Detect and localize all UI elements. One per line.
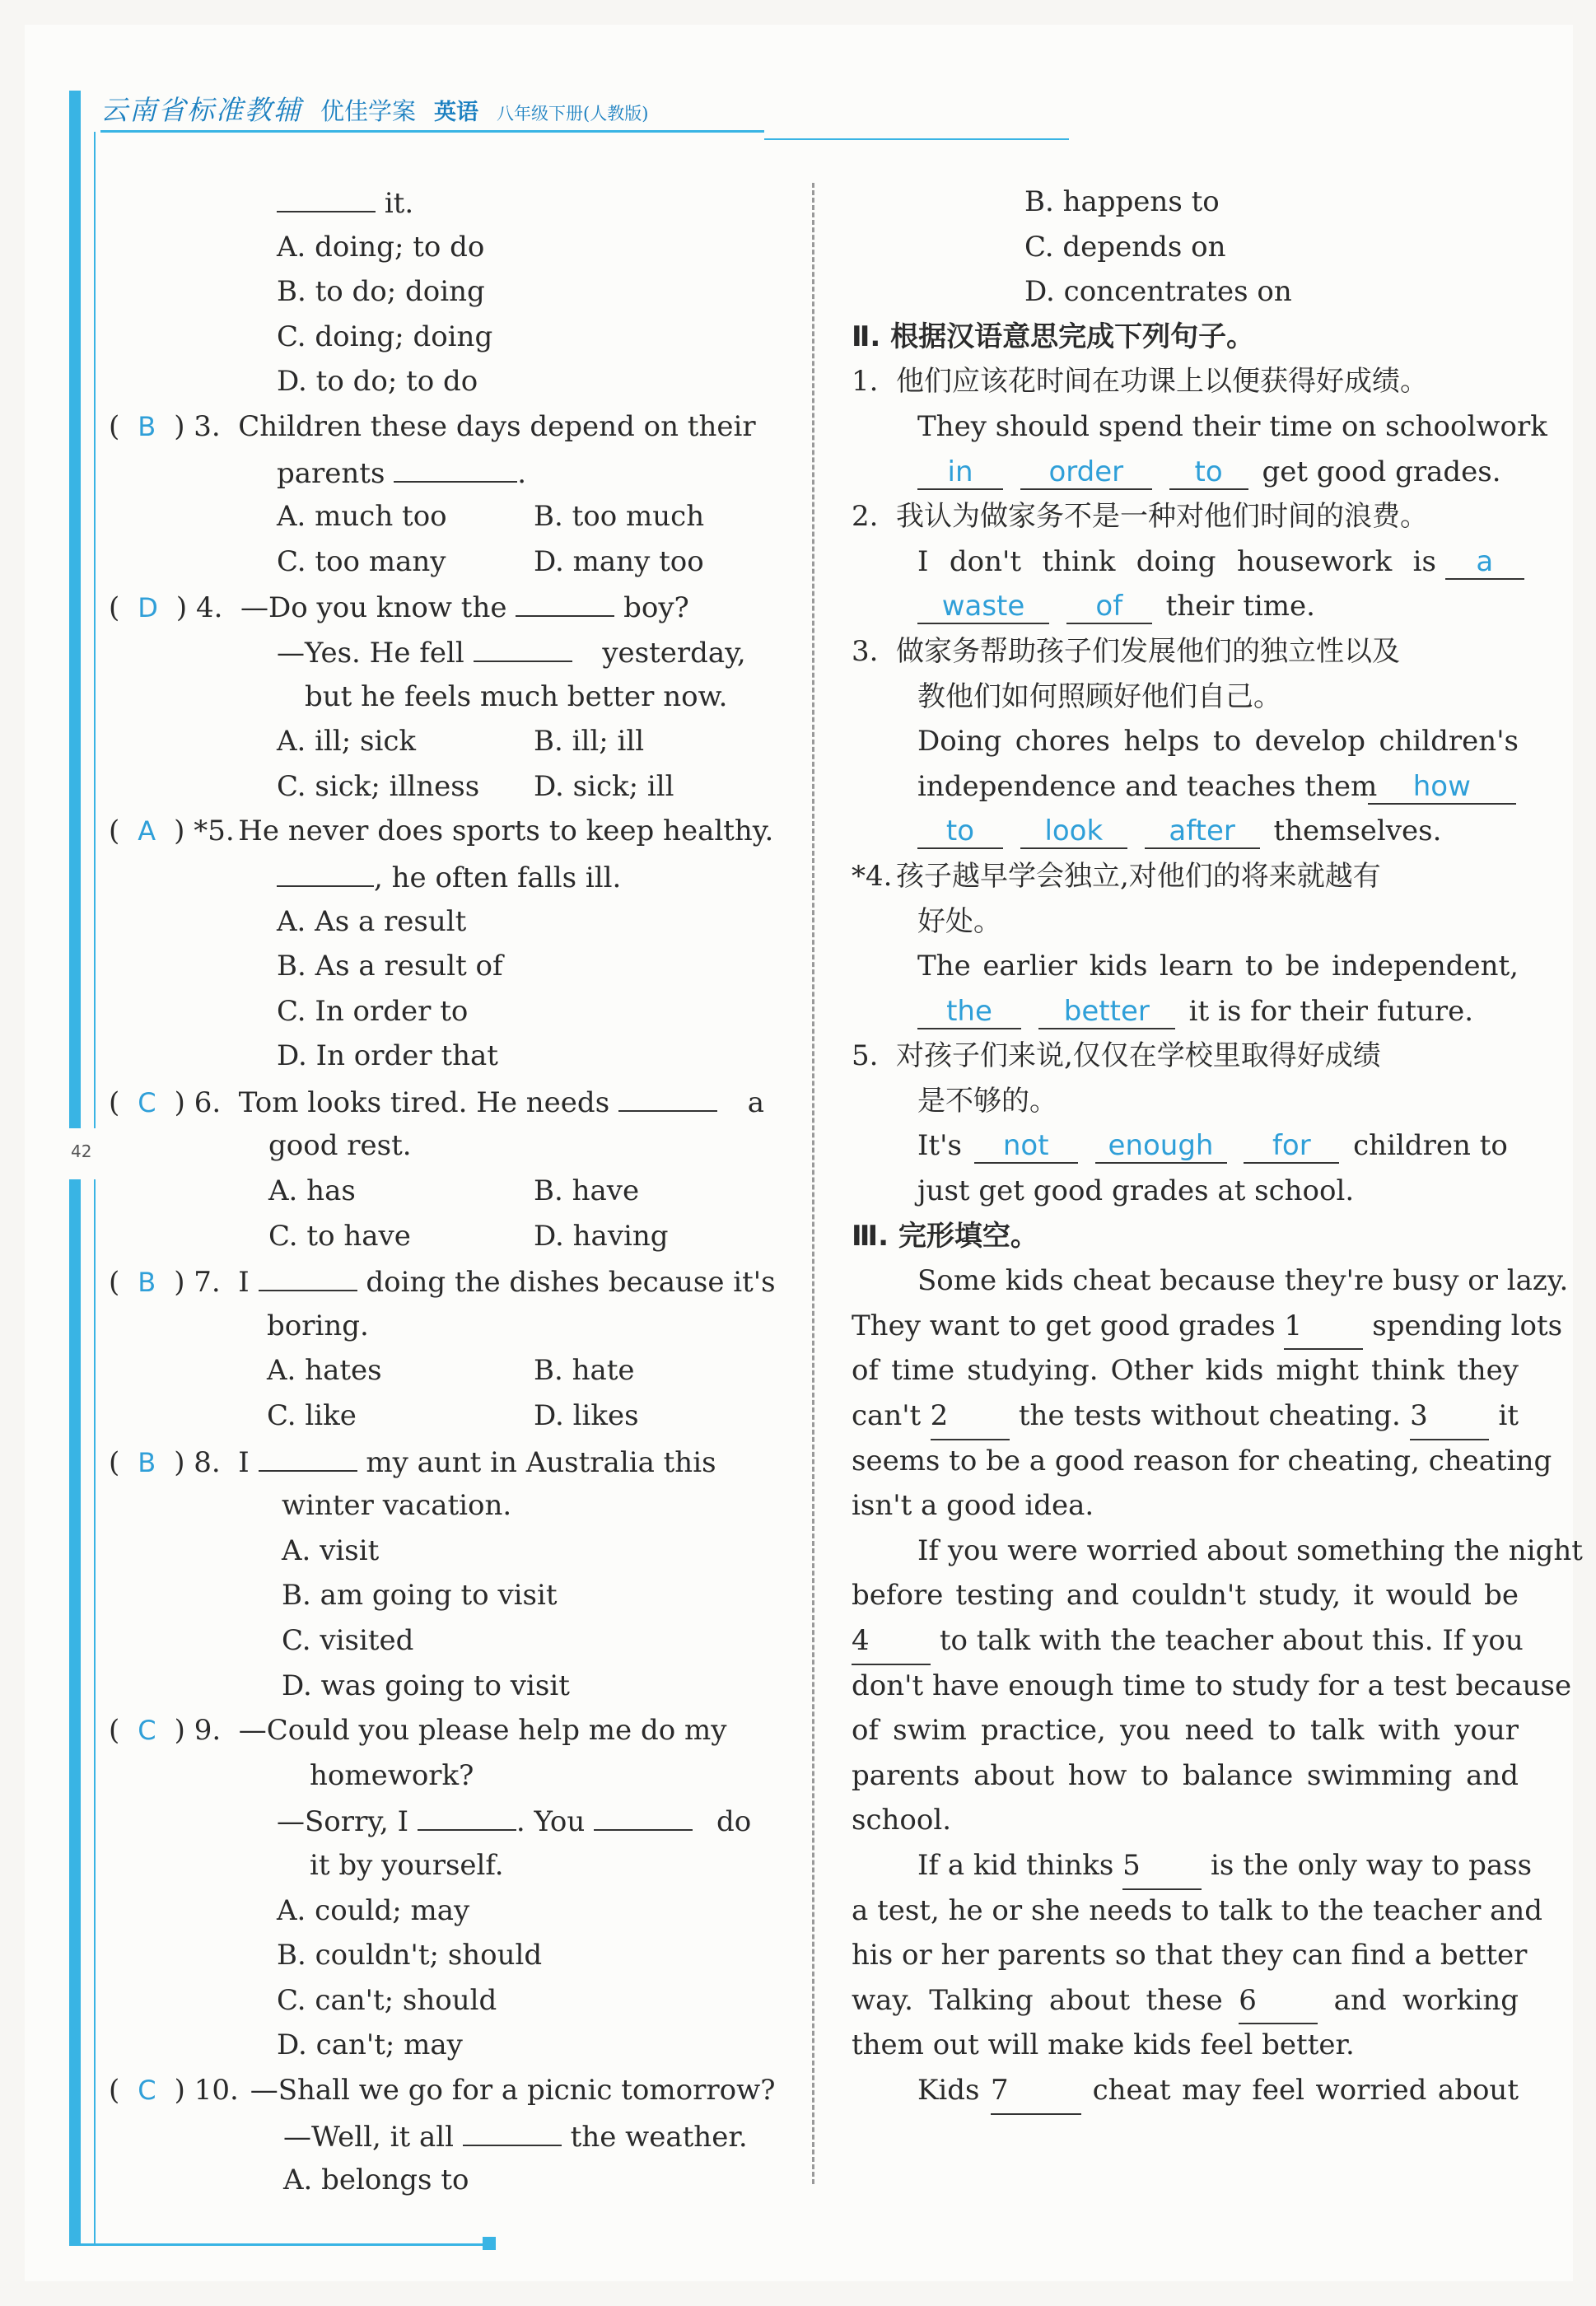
q10-option-a: A. belongs to: [283, 2164, 469, 2197]
passage-line: seems to be a good reason for cheating, cheating: [852, 1444, 1552, 1477]
q3-options-cd: C. too many D. many too: [277, 544, 704, 578]
brand-title: 云南省标准教辅: [100, 94, 302, 126]
q2-option-a: A. doing; to do: [277, 230, 485, 264]
q6-options-ab: A. has B. have: [268, 1174, 640, 1208]
q9-answer: C: [138, 1715, 156, 1747]
q9-option-c: C. can't; should: [277, 1983, 497, 2017]
series-title: 优佳学案: [320, 97, 417, 125]
q5-option-b: B. As a result of: [277, 950, 503, 983]
q9-stem: ( C ) 9. —Could you please help me do my: [109, 1714, 727, 1748]
passage-line: Some kids cheat because they're busy or lazy.: [917, 1264, 1569, 1298]
top-left-corner-bar: [69, 91, 81, 132]
passage-line: If you were worried about something the night: [917, 1533, 1583, 1567]
s2-english-cont: waste of their time.: [852, 584, 1519, 629]
passage-line: isn't a good idea.: [852, 1489, 1094, 1523]
q4-stem-cont: —Yes. He fell yesterday,: [109, 629, 777, 675]
page-number: 42: [71, 1141, 92, 1161]
q10-answer: C: [138, 2074, 156, 2106]
q6-options-cd: C. to have D. having: [268, 1219, 669, 1253]
passage-line: can't 2 the tests without cheating. 3 it: [852, 1393, 1519, 1439]
passage-line: a test, he or she needs to talk to the teacher and: [852, 1893, 1543, 1927]
s2-chinese: 2. 我认为做家务不是一种对他们时间的浪费。: [852, 500, 1428, 534]
q4-answer: D: [138, 592, 158, 624]
header-underline-extension: [764, 138, 1069, 140]
s1-english: They should spend their time on schoolwork: [917, 409, 1547, 443]
s2-english: I don't think doing housework is a: [852, 539, 1519, 585]
q4-stem: ( D ) 4. —Do you know the boy?: [109, 584, 777, 629]
q5-stem-cont: , he often falls ill.: [109, 854, 777, 899]
q9-option-d: D. can't; may: [277, 2028, 463, 2062]
left-margin-line-top: [94, 132, 96, 1128]
q10-stem-cont: —Well, it all the weather.: [109, 2113, 777, 2159]
s1-english-cont: in order to get good grades.: [852, 450, 1519, 495]
s5-english-cont: just get good grades at school.: [917, 1174, 1355, 1208]
q5-option-d: D. In order that: [277, 1039, 498, 1073]
q2-option-b: B. to do; doing: [277, 275, 485, 309]
q3-stem-cont: parents .: [109, 450, 777, 495]
q5-option-a: A. As a result: [277, 904, 467, 938]
s3-english-cont: independence and teaches them how: [852, 764, 1519, 810]
grade-label: 八年级下册(人教版): [497, 104, 649, 124]
s3-chinese-cont: 教他们如何照顾好他们自己。: [917, 679, 1281, 713]
s5-english: It's not enough for children to: [917, 1129, 1508, 1163]
q7-stem: ( B ) 7. I doing the dishes because it's: [109, 1258, 777, 1304]
passage-line: 4 to talk with the teacher about this. If you: [852, 1618, 1519, 1664]
q4-stem-cont2: but he feels much better now.: [305, 679, 728, 713]
q8-option-d: D. was going to visit: [282, 1669, 570, 1702]
q7-answer: B: [138, 1267, 156, 1299]
s5-chinese-cont: 是不够的。: [917, 1084, 1057, 1118]
s3-english-cont2: to look after themselves.: [852, 809, 1519, 854]
passage-line: don't have enough time to study for a test because: [852, 1669, 1572, 1702]
section-2-title: Ⅱ. 根据汉语意思完成下列句子。: [852, 320, 1255, 353]
q7-options-cd: C. like D. likes: [267, 1399, 639, 1433]
bottom-frame-line: [69, 2243, 489, 2246]
q10-stem: ( C ) 10. —Shall we go for a picnic tomorrow?: [109, 2073, 776, 2107]
q8-stem: ( B ) 8. I my aunt in Australia this: [109, 1439, 777, 1484]
passage-line: They want to get good grades 1 spending lots: [852, 1304, 1519, 1349]
s4-english-cont: the better it is for their future.: [852, 989, 1519, 1034]
column-divider: [812, 183, 814, 2184]
passage-line: of time studying. Other kids might think they: [852, 1354, 1519, 1388]
page-header: [100, 89, 648, 130]
q3-answer: B: [138, 410, 156, 442]
q8-option-c: C. visited: [282, 1624, 414, 1657]
passage-line: before testing and couldn't study, it would be: [852, 1579, 1519, 1613]
header-underline: [100, 130, 764, 133]
section-3-title: Ⅲ. 完形填空。: [852, 1219, 1038, 1253]
q9-option-b: B. couldn't; should: [277, 1939, 543, 1972]
s1-chinese: 1. 他们应该花时间在功课上以便获得好成绩。: [852, 365, 1428, 399]
q8-answer: B: [138, 1446, 156, 1478]
left-margin-bar-bottom: [69, 1179, 81, 2243]
q5-option-c: C. In order to: [277, 994, 469, 1028]
q9-option-a: A. could; may: [277, 1893, 470, 1927]
q8-stem-cont: winter vacation.: [282, 1489, 512, 1523]
q2-option-d: D. to do; to do: [277, 365, 478, 399]
passage-line: If a kid thinks 5 is the only way to pass: [852, 1843, 1519, 1888]
q2-stem-tail: it.: [109, 180, 777, 225]
passage-line: way. Talking about these 6 and working: [852, 1978, 1519, 2024]
passage-line: Kids 7 cheat may feel worried about: [852, 2068, 1519, 2113]
q6-answer: C: [138, 1086, 156, 1118]
left-column: [109, 180, 777, 2203]
left-margin-line-bottom: [94, 1179, 96, 2243]
q7-options-ab: A. hates B. hate: [267, 1354, 635, 1388]
q6-stem-cont: good rest.: [268, 1129, 412, 1163]
q5-stem: ( A ) *5. He never does sports to keep healthy.: [109, 815, 774, 848]
s4-english: The earlier kids learn to be independent,: [917, 950, 1519, 983]
q9-stem-cont: homework?: [310, 1758, 474, 1792]
left-margin-bar-top: [69, 132, 81, 1128]
s5-chinese: 5. 对孩子们来说,仅仅在学校里取得好成绩: [852, 1039, 1381, 1073]
q8-option-a: A. visit: [282, 1533, 380, 1567]
q3-stem: ( B ) 3. Children these days depend on their: [109, 409, 756, 443]
q5-answer: A: [138, 815, 156, 847]
q3-options-ab: A. much too B. too much: [277, 500, 705, 534]
q8-option-b: B. am going to visit: [282, 1579, 558, 1613]
q4-options-ab: A. ill; sick B. ill; ill: [277, 725, 645, 759]
passage-line: parents about how to balance swimming and: [852, 1758, 1519, 1792]
subject-label: 英语: [434, 100, 479, 125]
s3-english: Doing chores helps to develop children's: [917, 725, 1519, 759]
q2-option-c: C. doing; doing: [277, 320, 493, 353]
passage-line: them out will make kids feel better.: [852, 2028, 1355, 2062]
q4-options-cd: C. sick; illness D. sick; ill: [277, 769, 674, 803]
q7-stem-cont: boring.: [267, 1309, 369, 1342]
bottom-frame-square: [483, 2237, 496, 2250]
q9-stem-cont2: —Sorry, I . You do: [109, 1798, 777, 1843]
s4-chinese: *4. 孩子越早学会独立,对他们的将来就越有: [852, 859, 1381, 893]
passage-line: of swim practice, you need to talk with your: [852, 1714, 1519, 1748]
q9-stem-cont3: it by yourself.: [310, 1848, 504, 1882]
right-column: [852, 180, 1583, 2113]
s3-chinese: 3. 做家务帮助孩子们发展他们的独立性以及: [852, 634, 1400, 668]
q6-stem: ( C ) 6. Tom looks tired. He needs a: [109, 1079, 777, 1124]
q10-option-b: B. happens to: [1024, 185, 1220, 218]
s4-chinese-cont: 好处。: [917, 904, 1001, 938]
passage-line: school.: [852, 1804, 952, 1837]
passage-line: his or her parents so that they can find a better: [852, 1939, 1528, 1972]
q10-option-c: C. depends on: [1024, 230, 1226, 264]
q10-option-d: D. concentrates on: [1024, 275, 1292, 309]
